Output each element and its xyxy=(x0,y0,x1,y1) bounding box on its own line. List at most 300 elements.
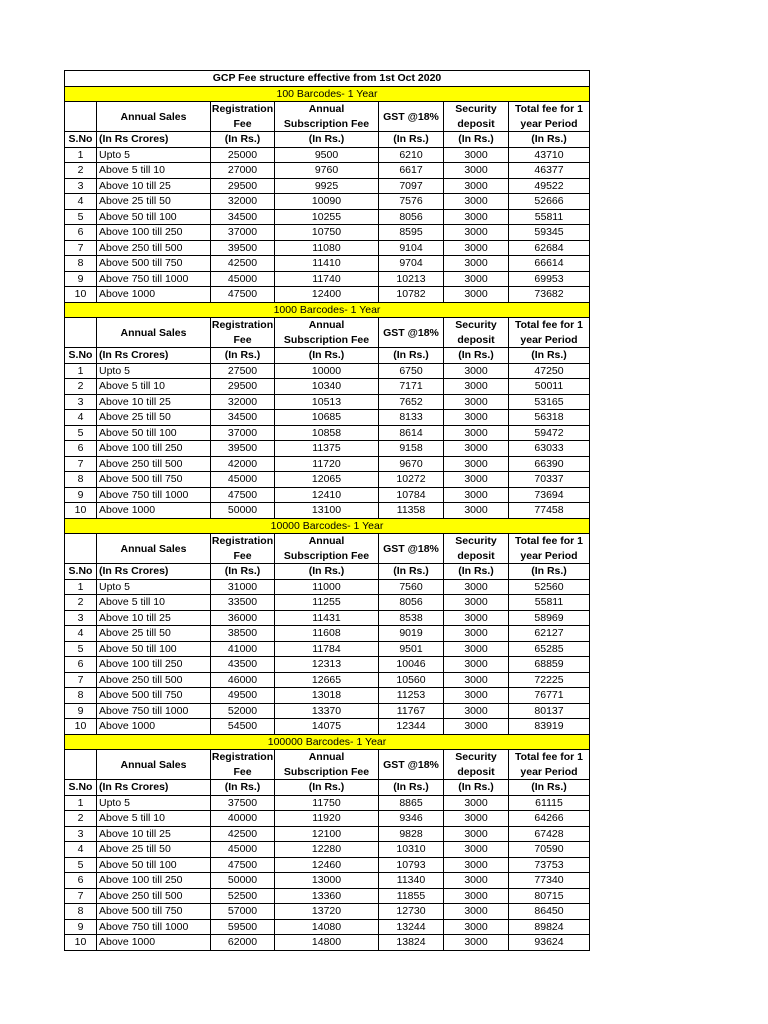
sno-cell: 5 xyxy=(65,641,97,657)
header-annual-sales: Annual Sales xyxy=(97,750,211,780)
security-deposit-cell: 3000 xyxy=(444,873,509,889)
security-deposit-cell: 3000 xyxy=(444,888,509,904)
subscription-fee-cell: 10340 xyxy=(275,379,379,395)
sno-cell: 7 xyxy=(65,240,97,256)
header-gst: GST @18% xyxy=(379,534,444,564)
header-subscription-fee: Subscription Fee xyxy=(275,549,379,564)
security-deposit-cell: 3000 xyxy=(444,672,509,688)
total-fee-cell: 69953 xyxy=(509,271,590,287)
security-deposit-cell: 3000 xyxy=(444,178,509,194)
total-fee-cell: 62127 xyxy=(509,626,590,642)
total-fee-cell: 55811 xyxy=(509,209,590,225)
subscription-fee-cell: 11000 xyxy=(275,579,379,595)
section-title: 10000 Barcodes- 1 Year xyxy=(65,518,590,534)
security-deposit-cell: 3000 xyxy=(444,271,509,287)
security-deposit-cell: 3000 xyxy=(444,857,509,873)
header-gst: GST @18% xyxy=(379,750,444,780)
sno-cell: 4 xyxy=(65,842,97,858)
section-title: 100 Barcodes- 1 Year xyxy=(65,86,590,102)
header-annual-sales: Annual Sales xyxy=(97,534,211,564)
header-sno: S.No xyxy=(65,132,97,148)
total-fee-cell: 46377 xyxy=(509,163,590,179)
total-fee-cell: 70590 xyxy=(509,842,590,858)
header-year-period: year Period xyxy=(509,549,590,564)
table-row xyxy=(65,703,590,719)
total-fee-cell: 56318 xyxy=(509,410,590,426)
header-registration: Registration xyxy=(211,103,274,116)
security-deposit-cell: 3000 xyxy=(444,688,509,704)
header-in-rs-crores: (In Rs Crores) xyxy=(97,780,211,796)
annual-sales-cell: Above 25 till 50 xyxy=(97,194,211,210)
annual-sales-cell: Above 5 till 10 xyxy=(97,163,211,179)
annual-sales-cell: Above 10 till 25 xyxy=(97,826,211,842)
annual-sales-cell: Above 10 till 25 xyxy=(97,610,211,626)
header-in-rs: (In Rs.) xyxy=(211,780,275,796)
table-row xyxy=(65,873,590,889)
subscription-fee-cell: 12665 xyxy=(275,672,379,688)
registration-fee-cell: 29500 xyxy=(211,178,275,194)
total-fee-cell: 80137 xyxy=(509,703,590,719)
table-row xyxy=(65,194,590,210)
total-fee-cell: 49522 xyxy=(509,178,590,194)
header-in-rs: (In Rs.) xyxy=(275,780,379,796)
total-fee-cell: 70337 xyxy=(509,472,590,488)
sno-cell: 10 xyxy=(65,719,97,735)
subscription-fee-cell: 10858 xyxy=(275,425,379,441)
header-deposit: deposit xyxy=(444,333,509,348)
annual-sales-cell: Above 5 till 10 xyxy=(97,379,211,395)
header-in-rs: (In Rs.) xyxy=(509,780,590,796)
total-fee-cell: 59472 xyxy=(509,425,590,441)
registration-fee-cell: 38500 xyxy=(211,626,275,642)
section-title: 100000 Barcodes- 1 Year xyxy=(65,734,590,750)
total-fee-cell: 73682 xyxy=(509,287,590,303)
table-row xyxy=(65,256,590,272)
total-fee-cell: 93624 xyxy=(509,935,590,951)
header-in-rs: (In Rs.) xyxy=(379,780,444,796)
total-fee-cell: 67428 xyxy=(509,826,590,842)
annual-sales-cell: Above 50 till 100 xyxy=(97,641,211,657)
sno-cell: 2 xyxy=(65,595,97,611)
gst-cell: 10782 xyxy=(379,287,444,303)
gst-cell: 8614 xyxy=(379,425,444,441)
gst-cell: 7652 xyxy=(379,394,444,410)
annual-sales-cell: Upto 5 xyxy=(97,579,211,595)
annual-sales-cell: Above 50 till 100 xyxy=(97,209,211,225)
sno-cell: 7 xyxy=(65,672,97,688)
sno-cell: 10 xyxy=(65,935,97,951)
table-row xyxy=(65,842,590,858)
header-in-rs: (In Rs.) xyxy=(379,564,444,580)
subscription-fee-cell: 12100 xyxy=(275,826,379,842)
registration-fee-cell: 45000 xyxy=(211,842,275,858)
total-fee-cell: 47250 xyxy=(509,363,590,379)
sno-cell: 9 xyxy=(65,271,97,287)
total-fee-cell: 43710 xyxy=(509,147,590,163)
sno-cell: 2 xyxy=(65,379,97,395)
security-deposit-cell: 3000 xyxy=(444,225,509,241)
registration-fee-cell: 54500 xyxy=(211,719,275,735)
security-deposit-cell: 3000 xyxy=(444,394,509,410)
registration-fee-cell: 36000 xyxy=(211,610,275,626)
subscription-fee-cell: 12460 xyxy=(275,857,379,873)
sno-cell: 7 xyxy=(65,456,97,472)
table-row xyxy=(65,826,590,842)
table-row xyxy=(65,441,590,457)
security-deposit-cell: 3000 xyxy=(444,209,509,225)
total-fee-cell: 72225 xyxy=(509,672,590,688)
gst-cell: 9704 xyxy=(379,256,444,272)
table-row xyxy=(65,795,590,811)
security-deposit-cell: 3000 xyxy=(444,595,509,611)
gst-cell: 6750 xyxy=(379,363,444,379)
registration-fee-cell: 49500 xyxy=(211,688,275,704)
total-fee-cell: 59345 xyxy=(509,225,590,241)
annual-sales-cell: Upto 5 xyxy=(97,363,211,379)
table-row xyxy=(65,719,590,735)
header-in-rs-crores: (In Rs Crores) xyxy=(97,132,211,148)
header-in-rs: (In Rs.) xyxy=(509,132,590,148)
security-deposit-cell: 3000 xyxy=(444,904,509,920)
annual-sales-cell: Above 250 till 500 xyxy=(97,672,211,688)
header-blank xyxy=(65,765,97,780)
header-subscription-fee: Subscription Fee xyxy=(275,117,379,132)
subscription-fee-cell: 11784 xyxy=(275,641,379,657)
header-annual-sales: Annual Sales xyxy=(97,318,211,348)
table-row xyxy=(65,626,590,642)
annual-sales-cell: Above 5 till 10 xyxy=(97,811,211,827)
gst-cell: 9828 xyxy=(379,826,444,842)
security-deposit-cell: 3000 xyxy=(444,147,509,163)
header-fee: Fee xyxy=(211,549,275,564)
sno-cell: 2 xyxy=(65,163,97,179)
annual-sales-cell: Above 100 till 250 xyxy=(97,873,211,889)
gst-cell: 12730 xyxy=(379,904,444,920)
header-in-rs: (In Rs.) xyxy=(275,132,379,148)
security-deposit-cell: 3000 xyxy=(444,487,509,503)
header-blank xyxy=(65,549,97,564)
gst-cell: 11855 xyxy=(379,888,444,904)
security-deposit-cell: 3000 xyxy=(444,579,509,595)
security-deposit-cell: 3000 xyxy=(444,240,509,256)
security-deposit-cell: 3000 xyxy=(444,194,509,210)
total-fee-cell: 65285 xyxy=(509,641,590,657)
table-row xyxy=(65,178,590,194)
gst-cell: 6617 xyxy=(379,163,444,179)
header-year-period: year Period xyxy=(509,117,590,132)
header-year-period: year Period xyxy=(509,765,590,780)
header-in-rs: (In Rs.) xyxy=(444,132,509,148)
header-security: Security xyxy=(444,750,509,765)
annual-sales-cell: Above 25 till 50 xyxy=(97,842,211,858)
sno-cell: 2 xyxy=(65,811,97,827)
total-fee-cell: 83919 xyxy=(509,719,590,735)
subscription-fee-cell: 11255 xyxy=(275,595,379,611)
sno-cell: 1 xyxy=(65,795,97,811)
annual-sales-cell: Above 1000 xyxy=(97,287,211,303)
header-annual: Annual xyxy=(275,318,379,333)
header-row xyxy=(65,318,590,333)
sno-cell: 7 xyxy=(65,888,97,904)
security-deposit-cell: 3000 xyxy=(444,703,509,719)
security-deposit-cell: 3000 xyxy=(444,441,509,457)
registration-fee-cell: 27500 xyxy=(211,363,275,379)
header-security: Security xyxy=(444,318,509,333)
sno-cell: 10 xyxy=(65,503,97,519)
header-blank xyxy=(65,117,97,132)
registration-fee-cell: 59500 xyxy=(211,919,275,935)
registration-fee-cell: 29500 xyxy=(211,379,275,395)
security-deposit-cell: 3000 xyxy=(444,719,509,735)
registration-fee-cell: 33500 xyxy=(211,595,275,611)
registration-fee-cell: 25000 xyxy=(211,147,275,163)
table-row xyxy=(65,657,590,673)
table-row xyxy=(65,472,590,488)
security-deposit-cell: 3000 xyxy=(444,935,509,951)
subscription-fee-cell: 12410 xyxy=(275,487,379,503)
total-fee-cell: 58969 xyxy=(509,610,590,626)
header-in-rs: (In Rs.) xyxy=(509,348,590,364)
subscription-fee-cell: 14800 xyxy=(275,935,379,951)
sno-cell: 8 xyxy=(65,256,97,272)
annual-sales-cell: Above 25 till 50 xyxy=(97,410,211,426)
security-deposit-cell: 3000 xyxy=(444,379,509,395)
annual-sales-cell: Above 500 till 750 xyxy=(97,904,211,920)
subscription-fee-cell: 12280 xyxy=(275,842,379,858)
table-row xyxy=(65,425,590,441)
header-total: Total fee for 1 xyxy=(509,318,590,333)
header-in-rs: (In Rs.) xyxy=(444,348,509,364)
sno-cell: 4 xyxy=(65,194,97,210)
subscription-fee-cell: 10000 xyxy=(275,363,379,379)
header-registration: Registration xyxy=(211,319,274,332)
total-fee-cell: 86450 xyxy=(509,904,590,920)
sno-cell: 5 xyxy=(65,857,97,873)
header-in-rs: (In Rs.) xyxy=(211,348,275,364)
header-units-row xyxy=(65,780,590,796)
security-deposit-cell: 3000 xyxy=(444,410,509,426)
total-fee-cell: 77340 xyxy=(509,873,590,889)
header-in-rs: (In Rs.) xyxy=(379,132,444,148)
table-row xyxy=(65,688,590,704)
annual-sales-cell: Above 500 till 750 xyxy=(97,688,211,704)
table-row xyxy=(65,240,590,256)
security-deposit-cell: 3000 xyxy=(444,657,509,673)
header-subscription-fee: Subscription Fee xyxy=(275,333,379,348)
sno-cell: 1 xyxy=(65,147,97,163)
annual-sales-cell: Above 1000 xyxy=(97,935,211,951)
total-fee-cell: 68859 xyxy=(509,657,590,673)
sno-cell: 3 xyxy=(65,610,97,626)
subscription-fee-cell: 12313 xyxy=(275,657,379,673)
header-units-row xyxy=(65,348,590,364)
subscription-fee-cell: 13000 xyxy=(275,873,379,889)
total-fee-cell: 73694 xyxy=(509,487,590,503)
gst-cell: 10784 xyxy=(379,487,444,503)
header-in-rs: (In Rs.) xyxy=(275,564,379,580)
registration-fee-cell: 62000 xyxy=(211,935,275,951)
subscription-fee-cell: 13360 xyxy=(275,888,379,904)
total-fee-cell: 52560 xyxy=(509,579,590,595)
header-gst: GST @18% xyxy=(379,318,444,348)
table-row xyxy=(65,456,590,472)
registration-fee-cell: 37500 xyxy=(211,795,275,811)
total-fee-cell: 77458 xyxy=(509,503,590,519)
header-year-period: year Period xyxy=(509,333,590,348)
subscription-fee-cell: 13720 xyxy=(275,904,379,920)
header-row xyxy=(65,102,590,117)
table-row xyxy=(65,595,590,611)
gst-cell: 11253 xyxy=(379,688,444,704)
gst-cell: 9346 xyxy=(379,811,444,827)
registration-fee-cell: 46000 xyxy=(211,672,275,688)
annual-sales-cell: Above 500 till 750 xyxy=(97,256,211,272)
table-row xyxy=(65,503,590,519)
header-fee: Fee xyxy=(211,765,275,780)
registration-fee-cell: 42500 xyxy=(211,826,275,842)
table-row xyxy=(65,579,590,595)
gst-cell: 8595 xyxy=(379,225,444,241)
gst-cell: 6210 xyxy=(379,147,444,163)
header-subscription-fee: Subscription Fee xyxy=(275,765,379,780)
table-row xyxy=(65,811,590,827)
gst-cell: 9670 xyxy=(379,456,444,472)
sno-cell: 6 xyxy=(65,873,97,889)
header-row xyxy=(65,534,590,549)
annual-sales-cell: Above 10 till 25 xyxy=(97,394,211,410)
subscription-fee-cell: 13018 xyxy=(275,688,379,704)
registration-fee-cell: 47500 xyxy=(211,857,275,873)
annual-sales-cell: Above 750 till 1000 xyxy=(97,919,211,935)
registration-fee-cell: 52000 xyxy=(211,703,275,719)
registration-fee-cell: 47500 xyxy=(211,287,275,303)
subscription-fee-cell: 11750 xyxy=(275,795,379,811)
gst-cell: 8538 xyxy=(379,610,444,626)
sno-cell: 8 xyxy=(65,904,97,920)
header-row xyxy=(65,750,590,765)
registration-fee-cell: 32000 xyxy=(211,194,275,210)
annual-sales-cell: Above 100 till 250 xyxy=(97,441,211,457)
total-fee-cell: 66390 xyxy=(509,456,590,472)
annual-sales-cell: Above 50 till 100 xyxy=(97,425,211,441)
sno-cell: 4 xyxy=(65,626,97,642)
gst-cell: 10310 xyxy=(379,842,444,858)
annual-sales-cell: Above 750 till 1000 xyxy=(97,703,211,719)
table-row xyxy=(65,935,590,951)
subscription-fee-cell: 13370 xyxy=(275,703,379,719)
table-row xyxy=(65,410,590,426)
header-blank xyxy=(65,333,97,348)
security-deposit-cell: 3000 xyxy=(444,425,509,441)
annual-sales-cell: Above 250 till 500 xyxy=(97,456,211,472)
registration-fee-cell: 45000 xyxy=(211,271,275,287)
total-fee-cell: 53165 xyxy=(509,394,590,410)
sno-cell: 3 xyxy=(65,178,97,194)
subscription-fee-cell: 10090 xyxy=(275,194,379,210)
gst-cell: 7171 xyxy=(379,379,444,395)
sno-cell: 10 xyxy=(65,287,97,303)
sno-cell: 3 xyxy=(65,394,97,410)
table-row xyxy=(65,919,590,935)
header-blank xyxy=(65,534,97,549)
total-fee-cell: 63033 xyxy=(509,441,590,457)
annual-sales-cell: Above 750 till 1000 xyxy=(97,271,211,287)
annual-sales-cell: Above 10 till 25 xyxy=(97,178,211,194)
registration-fee-cell: 52500 xyxy=(211,888,275,904)
gst-cell: 11767 xyxy=(379,703,444,719)
table-row xyxy=(65,487,590,503)
security-deposit-cell: 3000 xyxy=(444,472,509,488)
security-deposit-cell: 3000 xyxy=(444,842,509,858)
gst-cell: 7560 xyxy=(379,579,444,595)
subscription-fee-cell: 10750 xyxy=(275,225,379,241)
gst-cell: 9019 xyxy=(379,626,444,642)
gst-cell: 7576 xyxy=(379,194,444,210)
header-in-rs: (In Rs.) xyxy=(275,348,379,364)
registration-fee-cell: 42500 xyxy=(211,256,275,272)
gst-cell: 9158 xyxy=(379,441,444,457)
security-deposit-cell: 3000 xyxy=(444,610,509,626)
registration-fee-cell: 41000 xyxy=(211,641,275,657)
registration-fee-cell: 39500 xyxy=(211,441,275,457)
total-fee-cell: 64266 xyxy=(509,811,590,827)
sno-cell: 9 xyxy=(65,487,97,503)
table-row xyxy=(65,394,590,410)
header-annual-sales: Annual Sales xyxy=(97,102,211,132)
header-deposit: deposit xyxy=(444,765,509,780)
subscription-fee-cell: 11720 xyxy=(275,456,379,472)
header-fee: Fee xyxy=(211,333,275,348)
table-row xyxy=(65,379,590,395)
gst-cell: 9501 xyxy=(379,641,444,657)
table-row xyxy=(65,363,590,379)
header-total: Total fee for 1 xyxy=(509,534,590,549)
subscription-fee-cell: 11920 xyxy=(275,811,379,827)
subscription-fee-cell: 11431 xyxy=(275,610,379,626)
table-row xyxy=(65,225,590,241)
header-sno: S.No xyxy=(65,348,97,364)
header-in-rs: (In Rs.) xyxy=(379,348,444,364)
header-in-rs-crores: (In Rs Crores) xyxy=(97,564,211,580)
total-fee-cell: 73753 xyxy=(509,857,590,873)
sno-cell: 8 xyxy=(65,472,97,488)
subscription-fee-cell: 12400 xyxy=(275,287,379,303)
gst-cell: 10560 xyxy=(379,672,444,688)
total-fee-cell: 76771 xyxy=(509,688,590,704)
subscription-fee-cell: 10513 xyxy=(275,394,379,410)
annual-sales-cell: Above 250 till 500 xyxy=(97,240,211,256)
header-security: Security xyxy=(444,534,509,549)
annual-sales-cell: Above 1000 xyxy=(97,503,211,519)
security-deposit-cell: 3000 xyxy=(444,826,509,842)
security-deposit-cell: 3000 xyxy=(444,641,509,657)
title-row xyxy=(65,71,590,87)
annual-sales-cell: Above 1000 xyxy=(97,719,211,735)
gst-cell: 8056 xyxy=(379,595,444,611)
sno-cell: 6 xyxy=(65,225,97,241)
security-deposit-cell: 3000 xyxy=(444,287,509,303)
gst-cell: 8865 xyxy=(379,795,444,811)
subscription-fee-cell: 14075 xyxy=(275,719,379,735)
header-annual: Annual xyxy=(275,102,379,117)
registration-fee-cell: 50000 xyxy=(211,873,275,889)
sno-cell: 1 xyxy=(65,579,97,595)
annual-sales-cell: Above 250 till 500 xyxy=(97,888,211,904)
registration-fee-cell: 57000 xyxy=(211,904,275,920)
sno-cell: 6 xyxy=(65,441,97,457)
gst-cell: 10272 xyxy=(379,472,444,488)
annual-sales-cell: Above 100 till 250 xyxy=(97,225,211,241)
